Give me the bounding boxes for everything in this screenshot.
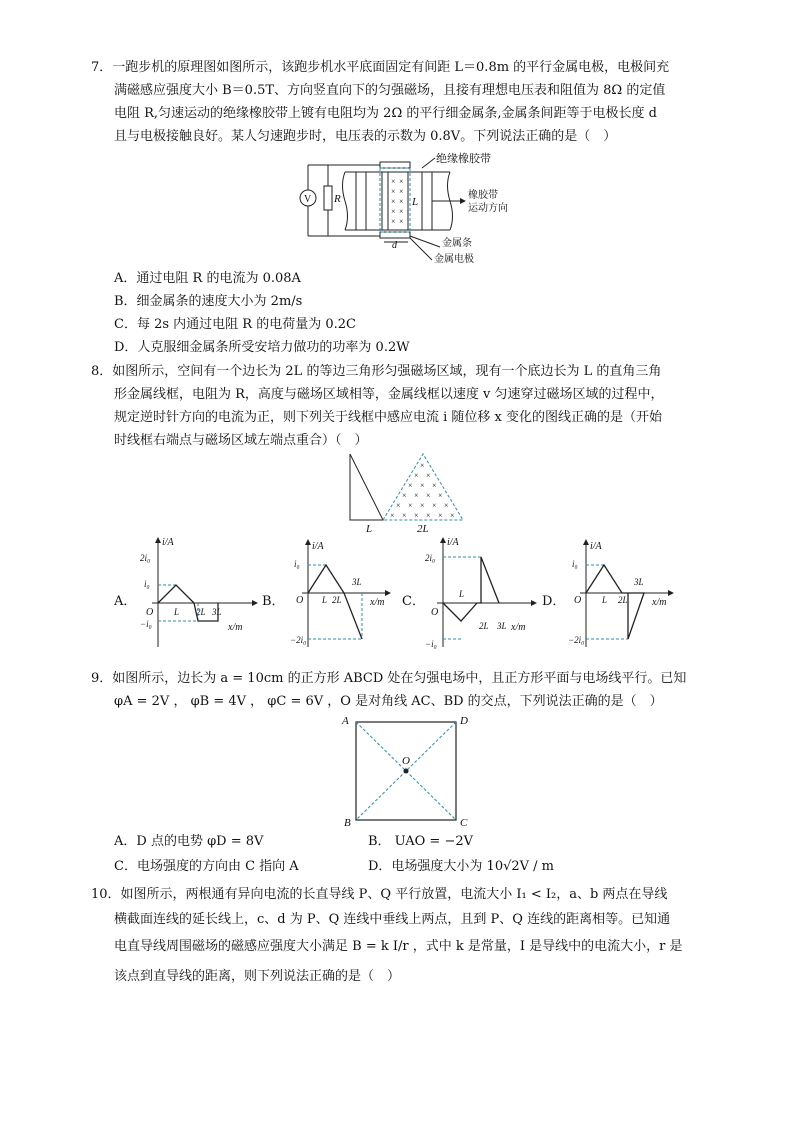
q10-line-4: 该点到直导线的距离，则下列说法正确的是（ ） <box>114 969 401 984</box>
svg-text:i/A: i/A <box>312 541 324 552</box>
svg-text:x/m: x/m <box>511 622 526 633</box>
svg-text:O: O <box>296 595 304 606</box>
svg-text:×: × <box>414 491 419 500</box>
q10-line-1: 10．如图所示，两根通有异向电流的长直导线 P、Q 平行放置，电流大小 I₁ < I₂，a、b 两点在导线 <box>91 887 668 902</box>
svg-text:D: D <box>460 715 468 727</box>
q7-option-d: D．人克服细金属条所受安培力做功的功率为 0.2W <box>114 340 410 355</box>
svg-text:A: A <box>342 715 349 727</box>
svg-text:L: L <box>602 595 608 605</box>
q9-line-1: 9．如图所示，边长为 a = 10cm 的正方形 ABCD 处在匀强电场中，且正方形平面与电场线平行。已知 <box>91 671 687 686</box>
q9-option-d: D．电场强度大小为 10√2V / m <box>368 859 555 874</box>
svg-text:×: × <box>391 187 396 196</box>
svg-text:×: × <box>414 511 419 520</box>
svg-text:×: × <box>426 511 431 520</box>
svg-text:2L: 2L <box>196 607 206 617</box>
q7-treadmill-figure <box>290 150 520 265</box>
figure-d-label: d <box>392 240 397 251</box>
svg-text:x/m: x/m <box>370 597 385 608</box>
svg-text:×: × <box>408 501 413 510</box>
fig-L-label: L <box>366 523 373 534</box>
svg-text:×: × <box>399 207 404 216</box>
svg-text:×: × <box>444 501 449 510</box>
svg-text:3L: 3L <box>634 577 644 587</box>
q7-option-c: C．每 2s 内通过电阻 R 的电荷量为 0.2C <box>114 317 356 332</box>
svg-text:×: × <box>414 471 419 480</box>
svg-text:×: × <box>399 187 404 196</box>
svg-text:×: × <box>420 481 425 490</box>
svg-text:O: O <box>146 607 154 618</box>
figure-L-label: L <box>412 196 419 208</box>
svg-text:×: × <box>399 177 404 186</box>
q8-line-1: 8．如图所示，空间有一个边长为 2L 的等边三角形匀强磁场区域，现有一个底边长为 L 的直角三角 <box>91 364 662 379</box>
label-strip: 金属条 <box>442 238 472 249</box>
svg-text:x/m: x/m <box>228 622 243 633</box>
svg-text:−2i₀: −2i₀ <box>290 635 307 645</box>
svg-text:2L: 2L <box>479 621 489 631</box>
q8-option-a-label: A． <box>114 594 137 609</box>
q9-square-figure <box>340 712 470 830</box>
svg-text:×: × <box>438 491 443 500</box>
svg-text:×: × <box>391 177 396 186</box>
svg-text:2i₀: 2i₀ <box>140 553 151 563</box>
q7-line-4: 且与电极接触良好。某人匀速跑步时，电压表的示数为 0.8V。下列说法正确的是（ ） <box>114 129 617 144</box>
q8-option-b-label: B． <box>262 594 285 609</box>
right-triangle-frame <box>350 454 383 520</box>
svg-text:i/A: i/A <box>162 537 174 548</box>
q7-line-2: 满磁感应强度大小 B＝0.5T、方向竖直向下的匀强磁场，且接有理想电压表和阻值为 8Ω 的定值 <box>114 83 666 98</box>
voltmeter-label: V <box>304 194 312 205</box>
q9-option-a: A．D 点的电势 φD = 8V <box>114 834 264 849</box>
field-crosses <box>390 461 455 520</box>
svg-text:L: L <box>459 589 465 599</box>
magnetic-field-crosses <box>391 177 404 226</box>
q8-line-2: 形金属线框，电阻为 R，高度与磁场区域相等，金属线框以速度 v 匀速穿过磁场区域的过程中， <box>114 387 664 402</box>
label-dir-2: 运动方向 <box>468 203 508 214</box>
svg-text:×: × <box>391 217 396 226</box>
q9-line-2: φA = 2V ， φB = 4V ， φC = 6V ，O 是对角线 AC、BD 的交点，下列说法正确的是（ ） <box>114 694 663 709</box>
svg-text:2L: 2L <box>618 595 628 605</box>
q8-option-d-label: D． <box>542 594 566 609</box>
svg-text:×: × <box>391 207 396 216</box>
q8-graph-b <box>290 535 395 653</box>
svg-text:−i₀: −i₀ <box>140 619 152 629</box>
fig-2L-label: 2L <box>417 523 429 534</box>
svg-text:×: × <box>402 511 407 520</box>
svg-text:×: × <box>391 197 396 206</box>
svg-text:O: O <box>402 755 410 767</box>
q7-option-a: A．通过电阻 R 的电流为 0.08A <box>114 271 301 286</box>
q9-option-c: C．电场强度的方向由 C 指向 A <box>114 859 299 874</box>
q8-option-c-label: C． <box>402 594 425 609</box>
center-point-o <box>404 769 409 774</box>
label-dir-1: 橡胶带 <box>468 190 498 201</box>
q8-graph-d <box>568 535 683 653</box>
svg-text:×: × <box>426 471 431 480</box>
q7-line-1: 7．一跑步机的原理图如图所示，该跑步机水平底面固定有间距 L＝0.8m 的平行金属电极，电极间充 <box>91 60 670 75</box>
svg-text:L: L <box>174 607 180 617</box>
svg-text:×: × <box>402 491 407 500</box>
q10-line-3: 电直导线周围磁场的磁感应强度大小满足 B = k I/r ，式中 k 是常量，I 是导线中的电流大小，r 是 <box>114 939 683 954</box>
svg-text:×: × <box>432 501 437 510</box>
q8-graph-a <box>140 535 260 653</box>
q7-option-b: B．细金属条的速度大小为 2m/s <box>114 294 303 309</box>
svg-text:x/m: x/m <box>652 597 667 608</box>
q8-line-4: 时线框右端点与磁场区域左端点重合）（ ） <box>114 433 368 448</box>
svg-text:3L: 3L <box>497 621 507 631</box>
q9-option-b: B． UAO = −2V <box>368 834 473 849</box>
svg-text:C: C <box>460 817 468 829</box>
svg-text:×: × <box>390 511 395 520</box>
svg-text:O: O <box>574 595 582 606</box>
svg-text:×: × <box>399 197 404 206</box>
svg-text:O: O <box>431 607 439 618</box>
svg-text:3L: 3L <box>352 577 362 587</box>
svg-text:×: × <box>450 511 455 520</box>
svg-text:−i₀: −i₀ <box>425 639 437 649</box>
svg-text:×: × <box>426 491 431 500</box>
resistor-label: R <box>334 193 341 205</box>
svg-text:×: × <box>420 501 425 510</box>
svg-text:i₀: i₀ <box>294 559 300 569</box>
q8-graph-c <box>425 535 540 653</box>
svg-text:×: × <box>432 481 437 490</box>
q8-triangle-figure <box>340 452 475 534</box>
svg-text:i/A: i/A <box>590 541 602 552</box>
svg-text:−2i₀: −2i₀ <box>568 635 585 645</box>
svg-text:2L: 2L <box>332 595 342 605</box>
svg-text:2i₀: 2i₀ <box>425 553 436 563</box>
svg-text:×: × <box>408 481 413 490</box>
svg-text:×: × <box>438 511 443 520</box>
q10-line-2: 横截面连线的延长线上，c、d 为 P、Q 连线中垂线上两点，且到 P、Q 连线的距离相等。已知通 <box>114 912 671 927</box>
svg-text:×: × <box>396 501 401 510</box>
svg-text:×: × <box>420 461 425 470</box>
svg-text:×: × <box>399 217 404 226</box>
svg-text:i/A: i/A <box>447 537 459 548</box>
svg-text:3L: 3L <box>212 607 222 617</box>
svg-text:B: B <box>344 817 351 829</box>
label-electrode: 金属电极 <box>434 254 474 265</box>
svg-text:L: L <box>322 595 328 605</box>
label-belt: 绝缘橡胶带 <box>436 153 491 165</box>
svg-text:i₀: i₀ <box>144 579 150 589</box>
q8-line-3: 规定逆时针方向的电流为正，则下列关于线框中感应电流 i 随位移 x 变化的图线正确的是（开始 <box>114 410 663 425</box>
resistor-icon <box>324 186 332 210</box>
svg-text:i₀: i₀ <box>572 559 578 569</box>
q7-line-3: 电阻 R,匀速运动的绝缘橡胶带上镀有电阻均为 2Ω 的平行细金属条,金属条间距等于电极长度 d <box>114 106 657 121</box>
